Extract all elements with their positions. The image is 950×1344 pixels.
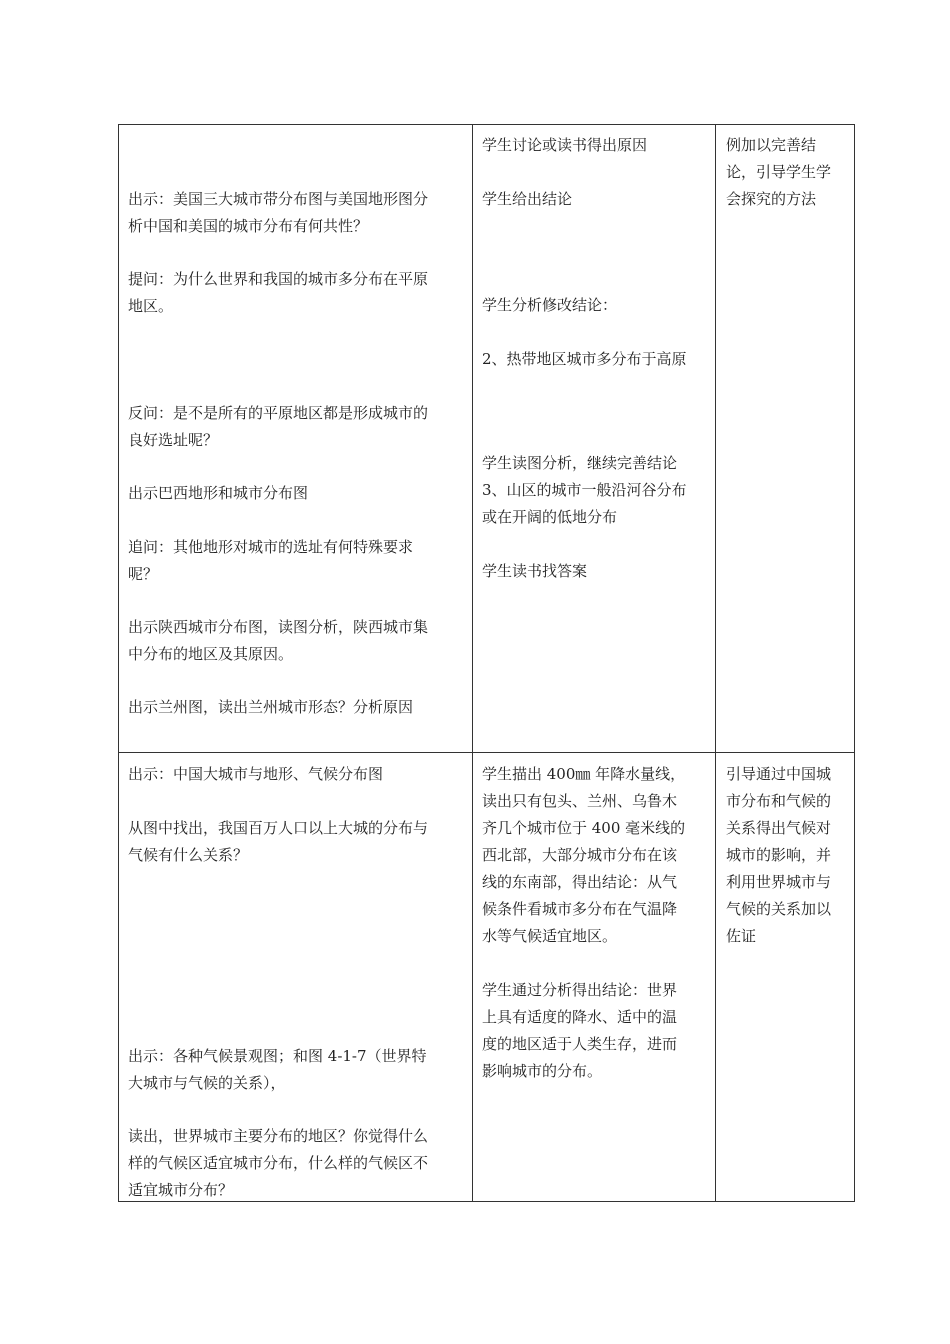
lesson-plan-table xyxy=(118,124,855,1202)
row1-student-para-4: 2、热带地区城市多分布于高原 xyxy=(482,350,687,368)
row1-student-cell xyxy=(482,124,712,752)
row1-student-para-3: 学生分析修改结论： xyxy=(482,296,618,314)
row1-student-para-5: 学生读图分析，继续完善结论 3、山区的城市一般沿河谷分布 或在开阔的低地分布 xyxy=(482,454,687,526)
row1-teacher-cell xyxy=(128,124,468,752)
row2-purpose-para-1: 引导通过中国城 市分布和气候的 关系得出气候对 城市的影响，并 利用世界城市与 气候的关系加以 佐证 xyxy=(726,765,832,945)
row1-teacher-para-6: 出示陕西城市分布图，读图分析，陕西城市集 中分布的地区及其原因。 xyxy=(128,618,429,663)
row2-purpose-cell xyxy=(726,753,852,1201)
row2-teacher-para-3: 出示：各种气候景观图；和图 4-1-7（世界特 大城市与气候的关系）， xyxy=(128,1047,427,1092)
row2-teacher-para-1: 出示：中国大城市与地形、气候分布图 xyxy=(128,765,384,783)
row1-teacher-para-4: 出示巴西地形和城市分布图 xyxy=(128,484,309,502)
row1-purpose-para-1: 例加以完善结 论，引导学生学 会探究的方法 xyxy=(726,136,832,208)
row1-teacher-para-3: 反问：是不是所有的平原地区都是形成城市的 良好选址呢？ xyxy=(128,404,429,449)
row2-student-cell xyxy=(482,753,712,1201)
row1-teacher-para-1: 出示：美国三大城市带分布图与美国地形图分 析中国和美国的城市分布有何共性？ xyxy=(128,190,429,235)
row1-student-para-6: 学生读书找答案 xyxy=(482,562,588,580)
table-border-left xyxy=(118,124,119,1202)
row1-purpose-cell xyxy=(726,124,852,752)
row2-student-para-1: 学生描出 400㎜ 年降水量线， 读出只有包头、兰州、乌鲁木 齐几个城市位于 400 毫米线的 西北部，大部分城市分布在该 线的东南部，得出结论：从气 候条件看城市多分布在气温降 水等气候适宜地区。 xyxy=(482,765,686,945)
row2-student-para-2: 学生通过分析得出结论：世界 上具有适度的降水、适中的温 度的地区适于人类生存，进而 影响城市的分布。 xyxy=(482,981,678,1080)
row1-student-para-2: 学生给出结论 xyxy=(482,190,573,208)
row1-teacher-para-5: 追问：其他地形对城市的选址有何特殊要求 呢？ xyxy=(128,538,414,583)
row2-teacher-para-4: 读出，世界城市主要分布的地区？你觉得什么 样的气候区适宜城市分布，什么样的气候区不 适宜城市分布？ xyxy=(128,1127,429,1199)
table-border-right xyxy=(854,124,855,1202)
row1-teacher-para-2: 提问：为什么世界和我国的城市多分布在平原 地区。 xyxy=(128,270,429,315)
row1-teacher-para-7: 出示兰州图，读出兰州城市形态？分析原因 xyxy=(128,698,414,716)
row2-teacher-cell xyxy=(128,753,468,1201)
column-divider-1 xyxy=(472,124,473,1202)
column-divider-2 xyxy=(715,124,716,1202)
row1-student-para-1: 学生讨论或读书得出原因 xyxy=(482,136,648,154)
row2-teacher-para-2: 从图中找出，我国百万人口以上大城的分布与 气候有什么关系？ xyxy=(128,819,429,864)
